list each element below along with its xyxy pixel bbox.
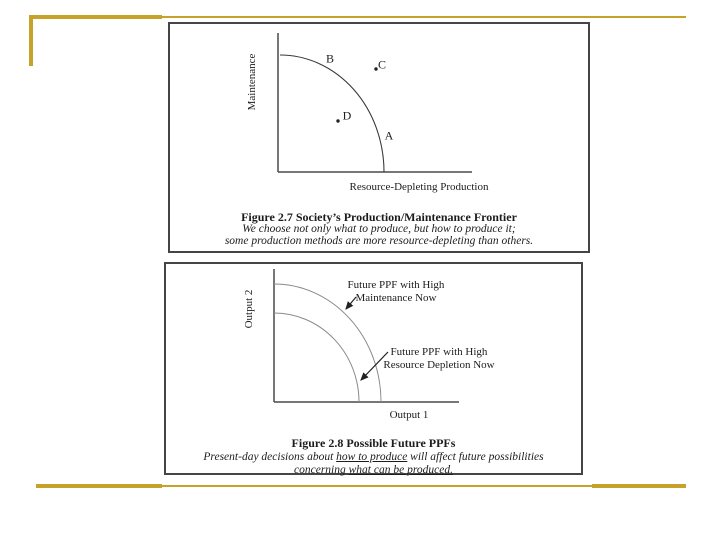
fig2-caption-line1 [166,451,581,463]
point-a-label: A [384,128,394,143]
fig1-frontier-curve [280,55,387,172]
figure-2-7-panel [168,22,590,253]
top-left-corner-vertical [29,15,33,66]
annotation-high-maintenance [314,279,478,305]
fig1-caption-line1: We choose not only what to produce, but how to produce it; [242,223,516,235]
fig1-y-axis-label: Maintenance [246,53,258,111]
fig2-caption-line1-pre: Present-day decisions about [203,451,337,463]
point-b-label: B [325,51,335,66]
point-d-label: D [342,108,352,123]
fig2-y-axis-label: Output 2 [243,289,255,329]
fig2-caption-line1-underlined: how to produce [336,451,408,463]
top-left-corner-horizontal [29,15,162,19]
fig2-caption-line1-post: will affect future possibilities [407,451,544,463]
bottom-left-accent-segment [36,484,162,488]
point-d-dot [336,119,339,122]
fig1-caption-title: Figure 2.7 Society’s Production/Maintenance Frontier [241,210,517,224]
bottom-right-accent-segment [592,484,686,488]
annotation-high-depletion [354,346,524,372]
fig2-caption-title: Figure 2.8 Possible Future PPFs [291,436,456,450]
fig1-caption-line2: some production methods are more resource-depleting than others. [224,235,534,247]
fig1-x-axis-label: Resource-Depleting Production [349,181,489,193]
figure-2-8-panel [164,262,583,475]
fig2-caption-line2-pre: concerning [294,464,349,476]
fig2-caption-line2-underlined: what can be produced. [348,464,453,476]
fig2-inner-ppf-curve [274,313,359,402]
fig2-caption-line2 [166,464,581,476]
fig2-x-axis-label: Output 1 [389,409,429,421]
point-c-label: C [377,57,387,72]
annotation1-line1: Future PPF with High [347,279,445,291]
annotation2-line2: Resource Depletion Now [383,359,495,371]
annotation1-line2: Maintenance Now [355,292,437,304]
annotation2-line1: Future PPF with High [390,346,488,358]
